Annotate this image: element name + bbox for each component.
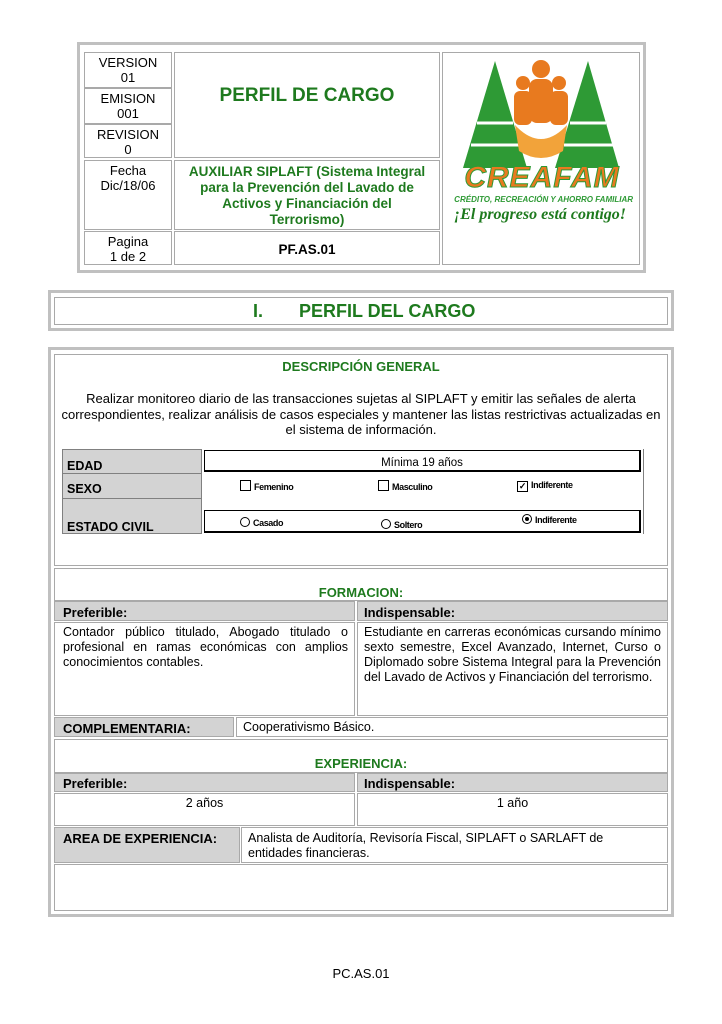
checkbox-checked-icon[interactable]: ✓ (518, 481, 527, 491)
revision-cell (84, 124, 172, 158)
area-experiencia-value-cell (241, 827, 668, 863)
complementaria-value: Cooperativismo Básico. (243, 720, 375, 734)
revision-value: 0 (124, 142, 132, 157)
pagina-value: 1 de 2 (109, 249, 147, 264)
checkbox-femenino-icon[interactable] (240, 480, 251, 491)
section-number: I. (253, 301, 264, 321)
edad-label: EDAD (67, 459, 103, 473)
experiencia-title: EXPERIENCIA: (314, 756, 408, 771)
formacion-preferible-text: Contador público titulado, Abogado titulado o profesional en ramas económicas con amplios conocimientos contables. (63, 625, 348, 669)
emision-value: 001 (117, 106, 139, 121)
grid-right-edge (643, 449, 644, 534)
formacion-indispensable-text: Estudiante en carreras económicas cursando mínimo sexto semestre, Excel Avanzado, Internet, Curso o Diplomado sobre Sistema Integral para la Prevención del Lavado de Activos y Financiación del terrorismo. (364, 625, 661, 684)
experiencia-title-cell (54, 739, 668, 773)
estado-civil-label: ESTADO CIVIL (67, 520, 154, 534)
section-title: PERFIL DEL CARGO (299, 301, 476, 321)
complementaria-label: COMPLEMENTARIA: (63, 721, 191, 736)
radio-selected-icon[interactable] (522, 514, 532, 524)
title-cell (174, 52, 440, 158)
edad-label-cell (62, 449, 202, 474)
empty-bottom-cell (54, 864, 668, 911)
experiencia-indispensable-value-cell (357, 793, 668, 826)
sexo-option-indiferente[interactable]: ✓ Indiferente (518, 480, 573, 491)
formacion-title: FORMACION: (318, 585, 404, 600)
job-subtitle: AUXILIAR SIPLAFT (Sistema Integral para la Prevención del Lavado de Activos y Financiación del Terrorismo) (188, 164, 426, 227)
estado-label-cell (62, 498, 202, 534)
experiencia-indispensable-value: 1 año (496, 796, 529, 810)
version-cell (84, 52, 172, 88)
descripcion-text: Realizar monitoreo diario de las transacciones sujetas al SIPLAFT y emitir las señales de alerta correspondientes, realizar análisis de casos especiales y mantener las listas restrictivas actualizadas en el sistema de información. (61, 391, 661, 437)
formacion-title-cell (54, 568, 668, 601)
descripcion-title: DESCRIPCIÓN GENERAL (282, 359, 440, 374)
edad-value: Mínima 19 años (381, 457, 463, 469)
emision-cell (84, 88, 172, 124)
complementaria-value-cell (236, 717, 668, 737)
estado-option-soltero[interactable]: Soltero (381, 519, 422, 530)
complementaria-label-cell (54, 717, 234, 737)
edad-value-cell (204, 450, 641, 472)
fecha-label: Fecha (109, 163, 147, 178)
subtitle-cell (174, 160, 440, 230)
pagina-label: Pagina (107, 234, 149, 249)
sexo-label-cell (62, 474, 202, 498)
family-figures-icon (514, 60, 568, 158)
footer-code: PC.AS.01 (332, 966, 390, 981)
document-code: PF.AS.01 (278, 242, 336, 257)
formacion-preferible-header: Preferible: (54, 601, 355, 621)
area-experiencia-label-cell (54, 827, 240, 863)
sexo-option-masculino[interactable]: Masculino (378, 480, 432, 492)
sexo-option-femenino[interactable]: Femenino (240, 480, 293, 492)
code-cell (174, 231, 440, 265)
experiencia-preferible-value-cell (54, 793, 355, 826)
checkbox-masculino-icon[interactable] (378, 480, 389, 491)
estado-option-casado[interactable]: Casado (240, 517, 283, 528)
formacion-indispensable-header: Indispensable: (357, 601, 668, 621)
fecha-cell (84, 160, 172, 230)
logo-cell (442, 52, 640, 265)
version-label: VERSION (98, 55, 158, 70)
experiencia-indispensable-header: Indispensable: (357, 773, 668, 792)
emision-label: EMISION (100, 91, 156, 106)
formacion-preferible-text-cell (54, 622, 355, 716)
version-value: 01 (120, 70, 136, 85)
sexo-label: SEXO (67, 482, 102, 496)
area-experiencia-value: Analista de Auditoría, Revisoría Fiscal, SIPLAFT o SARLAFT de entidades financieras. (248, 831, 604, 860)
area-experiencia-label: AREA DE EXPERIENCIA: (63, 831, 218, 846)
logo-slogan: ¡El progreso está contigo! (453, 206, 626, 223)
page-title: PERFIL DE CARGO (219, 85, 395, 106)
section-title-cell (54, 297, 668, 325)
revision-label: REVISION (96, 127, 160, 142)
radio-soltero-icon[interactable] (381, 519, 391, 529)
logo-tagline: CRÉDITO, RECREACIÓN Y AHORRO FAMILIAR (454, 195, 633, 204)
experiencia-preferible-header: Preferible: (54, 773, 355, 792)
pagina-cell (84, 231, 172, 265)
radio-casado-icon[interactable] (240, 517, 250, 527)
logo-brand: CREAFAM (464, 161, 620, 194)
formacion-indispensable-text-cell (357, 622, 668, 716)
experiencia-preferible-value: 2 años (185, 796, 224, 810)
estado-option-indiferente[interactable]: Indiferente (522, 514, 577, 525)
fecha-value: Dic/18/06 (100, 178, 156, 193)
